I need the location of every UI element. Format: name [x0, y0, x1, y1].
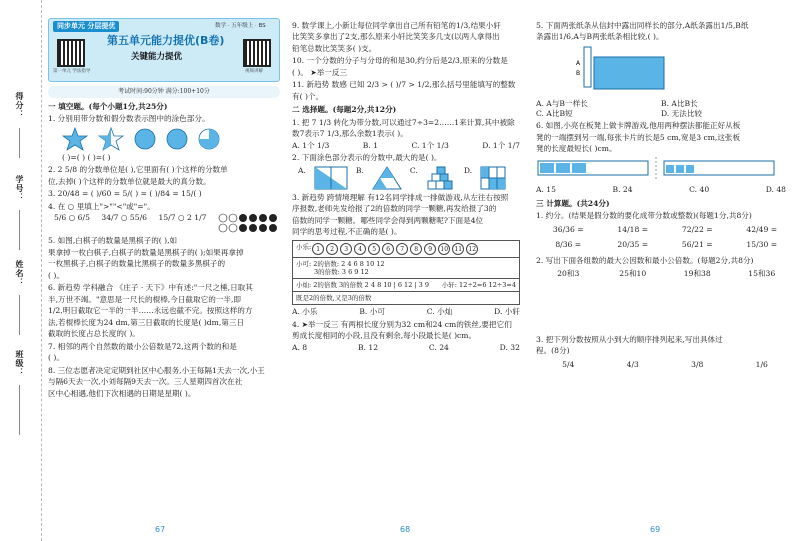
option-a[interactable]: A. 15	[536, 185, 556, 195]
choice-q3-line3: 倍数的同学一颗糖。哪些同学会得到两颗糖呢?下面是4位	[292, 215, 484, 225]
student-xiaoke-multiples-3: 3的倍数: 3 6 9 12	[314, 267, 369, 276]
q5-line2: 果拿掉一枚白棋子,白棋子的数量是黑棋子的( );如果再拿掉	[48, 247, 244, 257]
triangle-shaded-icon[interactable]	[372, 166, 402, 190]
fraction-item[interactable]: 36/36 =	[552, 224, 584, 234]
choice-q6-options	[536, 185, 794, 194]
q10-line2: ( )。 ➤举一反三	[292, 67, 348, 77]
q8-line1: 8. 三位志愿者决定定期到社区中心服务,小王每隔1天去一次,小王	[48, 365, 265, 375]
option-b[interactable]: B. 小可	[359, 307, 385, 317]
class-label: 班级：	[15, 350, 24, 377]
class-line	[19, 385, 20, 435]
student-id-label: 学号：	[15, 175, 24, 202]
choice-q6-line1: 6. 如图,小亮在板凳上做卡牌游戏,他用两种摆法都能正好从板	[536, 121, 741, 131]
option-a[interactable]: A. 小乐	[292, 307, 318, 317]
binding-sidebar	[0, 0, 42, 541]
student-xiaocan: 小灿: 2的倍数 3的倍数 2 4 8 10 | 6 12 | 3 9	[296, 281, 429, 289]
q11-line2: 有( )个。	[292, 91, 324, 101]
option-a[interactable]: A. 8	[292, 342, 308, 352]
choice-q3-line1: 3. 新趋势 跨情境理解 有12名同学排成一排做游戏,从左往右按照	[292, 192, 509, 202]
star-icon	[62, 127, 88, 151]
number-pair[interactable]: 15和36	[748, 269, 776, 279]
fraction-item[interactable]: 3/8	[691, 359, 704, 369]
chess-pieces-icon	[218, 213, 278, 233]
fraction-item[interactable]: 5/4	[562, 359, 575, 369]
q3-text: 3. 20/48 = ( )/60 = 5/( ) = ( )/84 = 15/( )	[48, 189, 202, 199]
qr-right-caption: 视频讲解	[245, 69, 263, 74]
q4-items	[48, 213, 286, 233]
calc-q3-items	[536, 360, 794, 369]
choice-q4-line1: 4. ➤举一反三 有两根长度分别为32 cm和24 cm的铁丝,要把它们	[292, 319, 512, 329]
circle-quarter-icon	[198, 128, 220, 150]
option-a[interactable]: A. 1个 1/3	[292, 140, 330, 150]
page-69	[536, 18, 794, 369]
option-d[interactable]: D. 48	[765, 185, 786, 195]
choice-q6-line2: 凳的一端摆到另一端,每张卡片的长是5 cm,宽是3 cm,这张板	[536, 132, 741, 142]
student-xiaoke-multiples-2: 小可: 2的倍数: 2 4 6 8 10 12	[296, 259, 385, 268]
calc-q3-line1: 3. 把下列分数按照从小到大的顺序排列起来,写出具体过	[536, 334, 723, 344]
circle-full-icon	[166, 128, 188, 150]
option-a[interactable]: A. A与B一样长	[536, 99, 588, 109]
number-pair[interactable]: 20和3	[557, 269, 580, 279]
q9-line2: 比笑笑多拿出了2支,那么原来小轩比笑笑多几支(以两人拿得出	[292, 32, 500, 42]
page-68	[292, 18, 528, 352]
common-multiple-note: 既是2的倍数,又是3的倍数	[296, 294, 372, 303]
subject-label: 数学 · 五年级上 · BS	[215, 23, 266, 29]
table-row	[293, 278, 519, 291]
page-number-67: 67	[155, 525, 166, 534]
envelope-strips-icon	[576, 45, 696, 95]
q4-item[interactable]: 5/6 ○ 6/5	[54, 213, 90, 223]
option-b[interactable]: B. 12	[357, 342, 379, 352]
fraction-item[interactable]: 1/6	[755, 359, 768, 369]
student-xiaoxuan: 小轩: 12÷2=6 12÷3=4	[441, 281, 516, 289]
q5-line4: ( )。	[48, 270, 64, 280]
option-b[interactable]: B.	[355, 165, 364, 175]
option-d[interactable]: D. 无法比较	[661, 108, 703, 118]
calc-q2-items	[536, 269, 794, 278]
choice-q5-options	[536, 99, 794, 118]
unit-header	[48, 18, 280, 82]
option-c[interactable]: C. 40	[689, 185, 710, 195]
q11-line1: 11. 新趋势 数感 已知 2/3 > ( )/7 > 1/2,那么括号里能填写的整数	[292, 80, 516, 90]
q2-line1: 2. 2 5/8 的分数单位是( ),它里面有( )个这样的分数单	[48, 165, 228, 175]
option-a[interactable]: A.	[298, 165, 306, 175]
fraction-item[interactable]: 14/18 =	[617, 224, 649, 234]
series-tag: 同步单元 分层提优	[53, 21, 119, 32]
q6-line4: 法,若棍棒长度为24 dm,第三日截取的长度是( )dm,第三日	[48, 317, 245, 327]
option-b[interactable]: B. 24	[612, 185, 633, 195]
option-b[interactable]: B. 1	[362, 140, 379, 150]
q10-line1: 10. 一个分数的分子与分母的和是30,约分后是2/3,原来的分数是	[292, 56, 508, 66]
q5-line3: 一枚黑棋子,白棋子的数量比黑棋子的数量多黑棋子的	[48, 259, 226, 269]
option-c[interactable]: C. 小灿	[426, 307, 453, 317]
unit-title: 第五单元能力提优(B卷)	[107, 34, 225, 47]
option-d[interactable]: D. 1个 1/7	[482, 140, 520, 150]
fraction-item[interactable]: 72/22 =	[681, 224, 713, 234]
thinking-process-table	[292, 240, 520, 306]
rect-shaded-icon[interactable]	[314, 166, 348, 190]
svg-text:A: A	[576, 59, 581, 67]
choice-q2-text: 2. 下面涂色部分表示的分数中,最大的是( )。	[292, 153, 442, 163]
choice-q3-line2: 序报数,老师先发给报了2的倍数的同学一颗糖,再发给报了3的	[292, 204, 497, 214]
qr-left-caption: 第一单元 学法指导	[53, 69, 91, 74]
q7-line1: 7. 相邻的两个自然数的最小公倍数是72,这两个数的和是	[48, 341, 237, 351]
calc-q1-text: 1. 约分。(结果是假分数的要化成带分数或整数)(每题1分,共8分)	[536, 211, 752, 221]
option-d[interactable]: D. 32	[499, 342, 520, 352]
fraction-item[interactable]: 42/49 =	[746, 224, 778, 234]
q9-line1: 9. 数学课上,小新让每位同学拿出自己所有铅笔的1/3,结果小轩	[292, 21, 501, 30]
q1-answer-blanks[interactable]: ( )=( ) ( )=( )	[62, 152, 111, 162]
number-pair[interactable]: 25和10	[619, 269, 647, 279]
option-c[interactable]: C.	[409, 165, 418, 175]
q6-line1: 6. 新趋势 学科融合 《庄子 · 天下》中有述:"一尺之棰,日取其	[48, 283, 253, 293]
choice-q1-options	[292, 141, 528, 150]
q1-figures	[62, 127, 286, 151]
section-choice: 二 选择题。(每题2分,共12分)	[292, 105, 397, 115]
choice-q3-options	[292, 307, 528, 316]
calc-q1-items	[536, 225, 794, 250]
q4-item[interactable]: 34/7 ○ 55/6	[101, 213, 147, 223]
score-line	[19, 128, 20, 158]
fraction-item[interactable]: 8/36 =	[555, 240, 582, 250]
fraction-item[interactable]: 15/30 =	[746, 240, 778, 250]
qr-code-right-icon[interactable]	[243, 39, 271, 67]
fraction-item[interactable]: 56/21 =	[681, 240, 713, 250]
choice-q2-figures	[298, 166, 528, 190]
pyramid-blocks-icon[interactable]	[426, 166, 456, 190]
fraction-item[interactable]: 20/35 =	[617, 240, 649, 250]
q4-item[interactable]: 15/7 ○ 2 1/7	[158, 213, 207, 223]
option-d[interactable]: D.	[463, 165, 473, 175]
q1-text: 1. 分别用带分数和假分数表示图中的涂色部分。	[48, 114, 210, 124]
q6-line5: 截取的长度占总长度的( )。	[48, 329, 140, 339]
page-67	[48, 18, 286, 398]
student-xiaole: 小乐:	[296, 242, 312, 251]
table-row	[293, 257, 519, 278]
choice-q1-line2: 数7表示7 1/3,那么余数1表示( )。	[292, 129, 408, 139]
section-calculation: 三 计算题。(共24分)	[536, 198, 610, 208]
q7-line2: ( )。	[48, 353, 64, 363]
name-label: 姓名：	[15, 260, 24, 287]
number-pair[interactable]: 19和38	[683, 269, 711, 279]
section-fill-blank: 一 填空题。(每个小题1分,共25分)	[48, 102, 168, 111]
q5-line1: 5. 如图,白棋子的数量是黑棋子的( ),如	[48, 236, 178, 246]
circle-full-icon	[134, 128, 156, 150]
fraction-item[interactable]: 4/3	[626, 359, 639, 369]
id-line	[19, 210, 20, 250]
q6-line2: 半,万世不竭。"意思是一尺长的棍棒,今日截取它的一半,即	[48, 294, 241, 304]
q9-line3: 铅笔总数比笑笑多( )支。	[292, 43, 377, 53]
option-c[interactable]: C. 24	[428, 342, 449, 352]
choice-q6-line3: 凳的长度最短长( )cm。	[536, 144, 617, 154]
half-star-icon	[98, 127, 124, 151]
option-c[interactable]: C. A比B短	[536, 108, 573, 118]
q2-line2: 位,去掉( )个这样的分数单位就是最大的真分数。	[48, 176, 211, 186]
svg-text:B: B	[576, 69, 581, 77]
score-label: 得分：	[15, 92, 24, 119]
grid-shaded-icon[interactable]	[480, 166, 506, 190]
choice-q4-options	[292, 343, 528, 352]
calc-q3-line2: 程。(8分)	[536, 346, 570, 356]
bench-cards-icon	[536, 157, 776, 181]
option-c[interactable]: C. 1个 1/3	[411, 140, 449, 150]
q4-text: 4. 在 ○ 里填上">""<"或"="。	[48, 201, 155, 211]
table-row	[293, 291, 519, 304]
qr-code-left-icon[interactable]	[57, 39, 85, 67]
choice-q1-line1: 1. 把 7 1/3 转化为带分数,可以通过7÷3=2……1来计算,其中被除	[292, 117, 515, 127]
q8-line3: 区中心相遇,他们下次相遇的日期是星期( )。	[48, 388, 196, 398]
page-number-69: 69	[650, 525, 661, 534]
unit-subtitle: 关键能力提优	[131, 52, 183, 62]
q6-line3: 1/2,明日截取它一半的一半……永远也截不完。按照这样的方	[48, 306, 253, 316]
calc-q2-text: 2. 写出下面各组数的最大公因数和最小公倍数。(每题2分,共8分)	[536, 255, 754, 265]
page-number-68: 68	[400, 525, 411, 534]
q8-line2: 与隔6天去一次,小刘每隔9天去一次。三人星期四首次在社	[48, 377, 243, 387]
option-d[interactable]: D. 小轩	[494, 307, 520, 317]
choice-q3-line4: 同学的思考过程,不正确的是( )。	[292, 227, 402, 237]
name-line	[19, 295, 20, 335]
choice-q5-line2: 条露出1/6,A与B两张纸条相比较,( )。	[536, 32, 664, 42]
choice-q4-line2: 剪成长度相同的小段,且没有剩余,每小段最长是( )cm。	[292, 331, 477, 341]
exam-time-bar: 考试时间:90分钟 满分:100+10分	[48, 86, 280, 98]
table-row: 小乐: 1 2 3 4 5 6 7 8 9 10 11 12	[293, 241, 519, 257]
option-b[interactable]: B. A比B长	[661, 99, 698, 109]
choice-q5-line1: 5. 下面两张纸条从信封中露出同样长的部分,A纸条露出1/5,B纸	[536, 21, 749, 30]
